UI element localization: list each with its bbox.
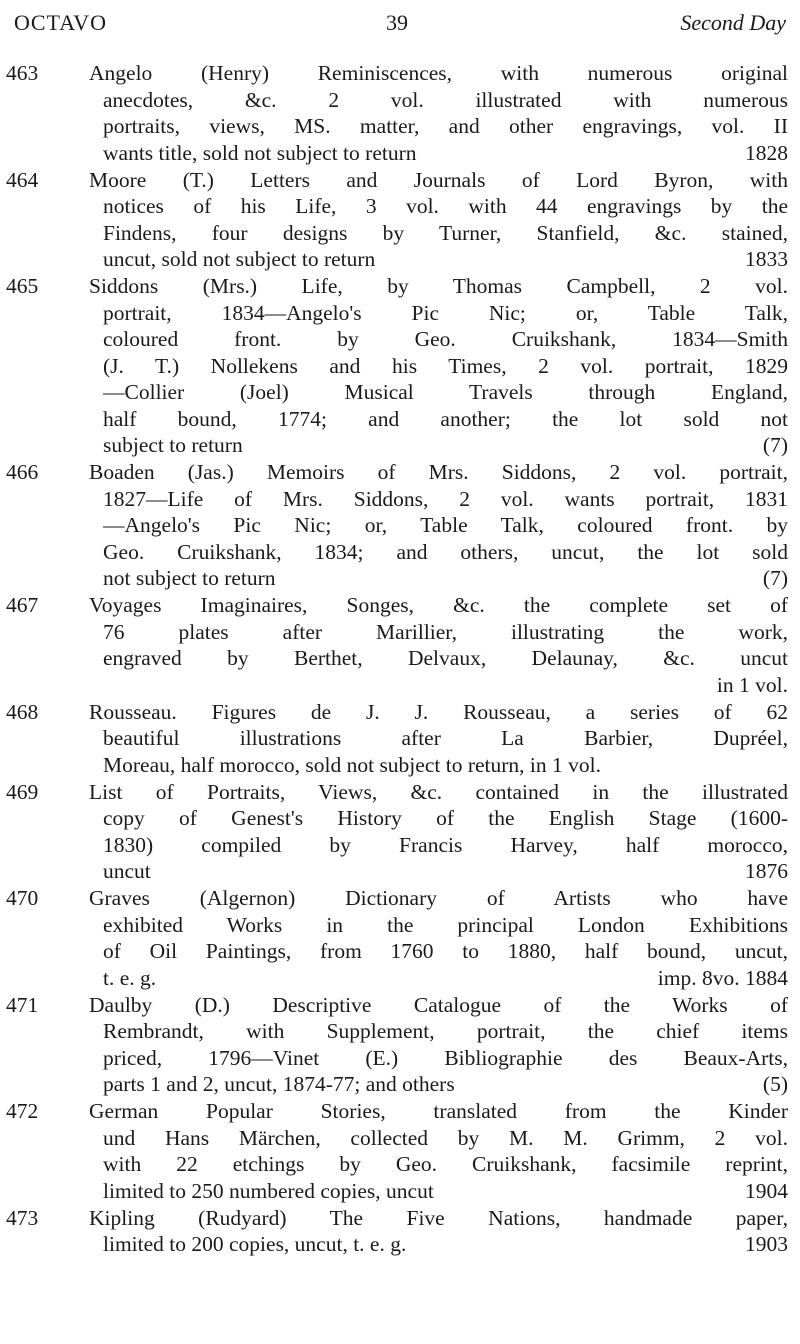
lot-description-line: 1830) compiled by Francis Harvey, half morocco, <box>103 832 788 857</box>
format-heading: OCTAVO <box>14 10 108 35</box>
lot-description-line: engraved by Berthet, Delvaux, Delaunay, &c. uncut <box>103 646 788 670</box>
lot-description-line: notices of his Life, 3 vol. with 44 engravings by the <box>103 194 788 218</box>
lot-number: 465 <box>6 274 39 298</box>
page-header <box>14 10 786 44</box>
lot-description-line: 76 plates after Marillier, illustrating the work, <box>103 619 788 644</box>
lot-entry <box>0 1205 800 1258</box>
lot-description-text: subject to return <box>103 433 243 457</box>
lot-description-text: wants title, sold not subject to return <box>103 140 417 165</box>
lot-description-line: Rembrandt, with Supplement, portrait, the chief items <box>103 1019 788 1043</box>
lot-description-line: 1827—Life of Mrs. Siddons, 2 vol. wants portrait, 1831 <box>103 486 788 511</box>
lot-date-or-count: imp. 8vo. 1884 <box>657 965 788 990</box>
lot-number: 470 <box>6 886 39 910</box>
lot-description-line: with 22 etchings by Geo. Cruikshank, facsimile reprint, <box>103 1152 788 1176</box>
lot-description-line: Voyages Imaginaires, Songes, &c. the complete set of <box>89 593 788 617</box>
lot-date-or-count: 1876 <box>745 859 788 883</box>
lot-description-line: portraits, views, MS. matter, and other engravings, vol. II <box>103 114 788 138</box>
lot-description-line: coloured front. by Geo. Cruikshank, 1834—Smith <box>103 327 788 351</box>
lot-description-line: —Angelo's Pic Nic; or, Table Talk, coloured front. by <box>103 513 788 537</box>
lot-entry <box>0 592 800 698</box>
lot-date-or-count: in 1 vol. <box>716 672 788 697</box>
lot-description-line <box>103 1071 788 1098</box>
lot-number: 463 <box>6 61 39 85</box>
lot-description-line: List of Portraits, Views, &c. contained in the illustrated <box>89 779 788 804</box>
lot-description-line: und Hans Märchen, collected by M. M. Grimm, 2 vol. <box>103 1125 788 1150</box>
lot-description-line: copy of Genest's History of the English Stage (1600- <box>103 806 788 830</box>
lot-date-or-count: (5) <box>762 1072 788 1096</box>
lot-date-or-count: 1833 <box>745 247 788 271</box>
lot-number: 471 <box>6 992 39 1017</box>
lot-description-line <box>103 140 788 167</box>
lot-date-or-count: (7) <box>762 433 788 457</box>
page-number: 39 <box>386 10 408 35</box>
lot-description-line: priced, 1796—Vinet (E.) Bibliographie des Beaux-Arts, <box>103 1045 788 1070</box>
lot-description-line: (J. T.) Nollekens and his Times, 2 vol. portrait, 1829 <box>103 353 788 378</box>
sale-day-heading: Second Day <box>680 10 786 35</box>
lot-description-line: —Collier (Joel) Musical Travels through England, <box>103 380 788 404</box>
lot-entry <box>0 273 800 459</box>
lot-date-or-count: (7) <box>762 566 788 590</box>
lot-entry <box>0 779 800 885</box>
lot-description-text: t. e. g. <box>103 965 157 990</box>
lot-number: 472 <box>6 1099 39 1123</box>
lot-number: 467 <box>6 593 39 617</box>
lot-entry <box>0 992 800 1098</box>
lot-description-text: parts 1 and 2, uncut, 1874-77; and others <box>103 1072 455 1096</box>
lot-description-text: uncut <box>103 859 151 883</box>
lot-entry <box>0 459 800 592</box>
lot-description-line: Graves (Algernon) Dictionary of Artists who have <box>89 886 788 910</box>
lot-description-line: Daulby (D.) Descriptive Catalogue of the Works of <box>89 992 788 1017</box>
lot-description-text: not subject to return <box>103 566 276 590</box>
lot-description-line: Geo. Cruikshank, 1834; and others, uncut, the lot sold <box>103 539 788 564</box>
lot-date-or-count: 1903 <box>745 1232 788 1256</box>
lot-description-line: Siddons (Mrs.) Life, by Thomas Campbell, 2 vol. <box>89 274 788 298</box>
lot-entry <box>0 60 800 166</box>
lot-description-line: anecdotes, &c. 2 vol. illustrated with numerous <box>103 87 788 112</box>
lot-description-line: German Popular Stories, translated from the Kinder <box>89 1099 788 1123</box>
lot-number: 473 <box>6 1205 39 1230</box>
lot-description-text: limited to 250 numbered copies, uncut <box>103 1178 434 1203</box>
lot-description-line <box>103 246 788 273</box>
lot-entry <box>0 885 800 991</box>
lot-description-line: Kipling (Rudyard) The Five Nations, handmade paper, <box>89 1205 788 1230</box>
lot-number: 468 <box>6 699 39 724</box>
lot-description-line: exhibited Works in the principal London Exhibitions <box>103 912 788 937</box>
lot-number: 464 <box>6 167 39 192</box>
lot-description-line: Moore (T.) Letters and Journals of Lord Byron, with <box>89 167 788 192</box>
lot-description-line: half bound, 1774; and another; the lot sold not <box>103 406 788 431</box>
lot-description-line <box>103 858 788 885</box>
lot-entry <box>0 699 800 779</box>
lot-description-line: Angelo (Henry) Reminiscences, with numerous original <box>89 61 788 85</box>
lot-number: 469 <box>6 779 39 804</box>
lot-description-line <box>103 565 788 592</box>
lot-description-line: portrait, 1834—Angelo's Pic Nic; or, Table Talk, <box>103 300 788 325</box>
lot-description-line: Findens, four designs by Turner, Stanfield, &c. stained, <box>103 220 788 245</box>
lot-description-line <box>103 965 788 992</box>
lot-number: 466 <box>6 460 39 484</box>
lot-description-line <box>103 432 788 459</box>
lot-description-line <box>103 1178 788 1205</box>
lot-description-line <box>103 1231 788 1258</box>
lot-entry <box>0 167 800 273</box>
lot-date-or-count: 1828 <box>745 140 788 165</box>
lot-description-line: Rousseau. Figures de J. J. Rousseau, a series of 62 <box>89 699 788 724</box>
lot-description-line: beautiful illustrations after La Barbier, Dupréel, <box>103 726 788 750</box>
lot-date-or-count: 1904 <box>745 1178 788 1203</box>
lot-description-line: of Oil Paintings, from 1760 to 1880, half bound, uncut, <box>103 939 788 963</box>
lot-description-line: Boaden (Jas.) Memoirs of Mrs. Siddons, 2 vol. portrait, <box>89 460 788 484</box>
lot-entry <box>0 1098 800 1204</box>
lot-description-line <box>103 672 788 699</box>
lot-description-text: limited to 200 copies, uncut, t. e. g. <box>103 1232 407 1256</box>
lot-description-text: uncut, sold not subject to return <box>103 247 376 271</box>
lot-description-line: Moreau, half morocco, sold not subject to return, in 1 vol. <box>103 752 601 777</box>
lot-list <box>0 60 800 1258</box>
